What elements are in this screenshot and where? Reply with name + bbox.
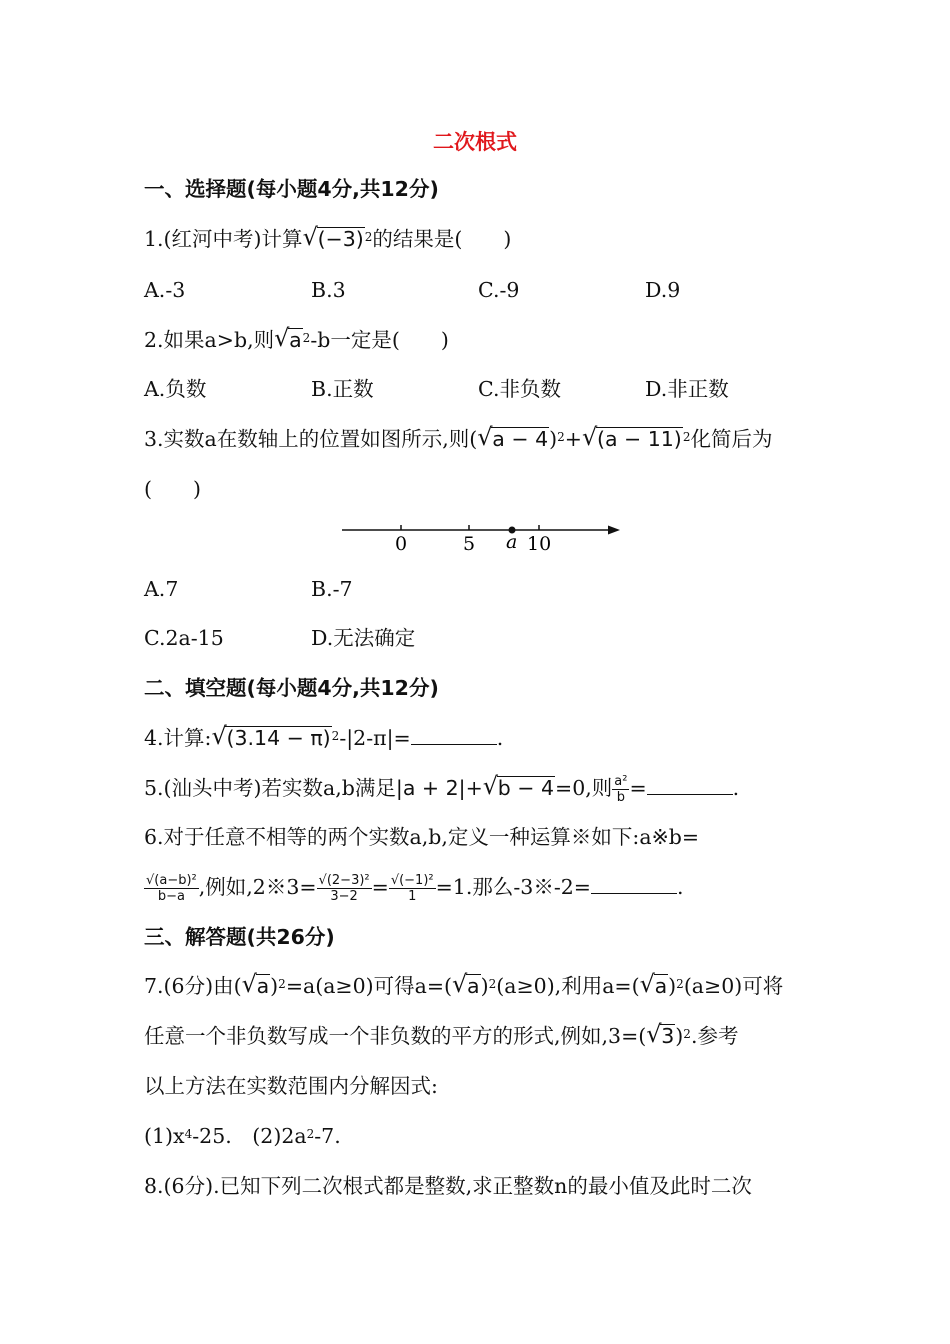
q2-tail: -b一定是( ): [310, 328, 449, 352]
question-5: 5.(汕头中考)若实数a,b满足|a + 2|+√ b − 4=0,则 $\frac{\text{a²}}{b}$ = .: [144, 773, 739, 805]
tick-label-0: 0: [395, 533, 408, 555]
q6-answer-blank[interactable]: [591, 873, 677, 894]
question-1: [144, 224, 511, 254]
q3-option-a: A.7: [144, 577, 179, 601]
q5-radical: √ b − 4: [484, 773, 555, 803]
q2-option-a: A.负数: [144, 377, 207, 401]
q4-radical: √ (3.14 − π): [212, 723, 331, 753]
q6-fraction-example-2: $\frac{\text{√(−1)²}}{1}$: [390, 873, 434, 904]
q5-answer-blank[interactable]: [647, 774, 733, 795]
question-7-line-1: 7.(6分)由(√ a)$^2$=a(a≥0)可得a=(√ a)$^2$(a≥0),利用a=(√ a)$^2$(a≥0)可将: [144, 971, 783, 1001]
q1-text: 1.(红河中考)计算: [144, 227, 303, 251]
q3-text: 3.实数a在数轴上的位置如图所示,则(: [144, 427, 478, 451]
q2-text: 2.如果a>b,则: [144, 328, 275, 352]
q1-option-b: B.3: [311, 278, 346, 302]
q1-option-a: A.-3: [144, 278, 186, 302]
question-7-line-4: $(1)x^4-25$. $(2)2a^2-7$.: [144, 1124, 341, 1148]
q1-option-c: C.-9: [478, 278, 520, 302]
question-8-line-1: 8.(6分).已知下列二次根式都是整数,求正整数n的最小值及此时二次: [144, 1174, 752, 1198]
q1-exponent: 2: [364, 230, 373, 244]
q3-radical-1: √ a − 4: [478, 424, 549, 454]
question-7-line-2: 任意一个非负数写成一个非负数的平方的形式,例如,3=(√ 3)$^2$.参考: [144, 1021, 738, 1051]
question-6-line-1: 6.对于任意不相等的两个实数a,b,定义一种运算※如下:a※b=: [144, 825, 700, 849]
q1-tail: 的结果是( ): [372, 227, 512, 251]
q2-option-c: C.非负数: [478, 377, 561, 401]
q3-tail: 化简后为: [690, 427, 773, 451]
q2-option-d: D.非正数: [645, 377, 729, 401]
question-6-line-2: $\frac{\text{√(a−b)²}}{b-a}$ ,例如,2※3= $\frac{\text{√(2−3)²}}{3-2}$ = $\frac{\text{√(−1)²}}{1}$ =1.那么-3※-2= .: [146, 873, 684, 904]
tick-label-5: 5: [463, 533, 476, 555]
section-heading-choice: 一、选择题(每小题4分,共12分): [144, 177, 439, 201]
q5-text: 5.(汕头中考)若实数a,b满足: [144, 776, 396, 800]
q4-text: 4.计算:: [144, 726, 212, 750]
tick-label-10: 10: [527, 533, 552, 555]
section-heading-fill: 二、填空题(每小题4分,共12分): [144, 676, 439, 700]
question-3: 3.实数a在数轴上的位置如图所示,则(√ a − 4)$^2$+√ $(a - 11)^2$化简后为: [144, 424, 772, 454]
q5-fraction: $\frac{\text{a²}}{b}$: [614, 774, 628, 805]
q3-radical-2: √ (a − 11): [583, 424, 683, 454]
number-line-figure: [330, 512, 630, 558]
page-title: 二次根式: [433, 130, 517, 154]
q3-answer-paren: ( ): [144, 477, 201, 501]
q2-option-b: B.正数: [311, 377, 374, 401]
q6-fraction-definition: $\frac{\text{√(a−b)²}}{b-a}$: [146, 873, 197, 904]
q6-fraction-example-1: $\frac{\text{√(2−3)²}}{3-2}$: [318, 873, 370, 904]
number-line-arrow: [608, 526, 620, 535]
question-4: 4.计算:√ $(3.14 - \pi)^2-|2-\pi|=$ .: [144, 723, 503, 753]
q3-option-c: C.2a-15: [144, 626, 224, 650]
section-heading-solve: 三、解答题(共26分): [144, 925, 335, 949]
q1-radical: √ (−3): [304, 224, 365, 254]
q2-exponent: 2: [302, 331, 311, 345]
question-7-line-3: 以上方法在实数范围内分解因式:: [144, 1074, 438, 1098]
q2-radical: √ a: [275, 325, 303, 355]
q4-answer-blank[interactable]: [411, 724, 497, 745]
question-2: [144, 325, 449, 355]
q3-option-d: D.无法确定: [311, 626, 416, 650]
q3-option-b: B.-7: [311, 577, 353, 601]
point-label-a: a: [506, 531, 518, 553]
q1-option-d: D.9: [645, 278, 681, 302]
